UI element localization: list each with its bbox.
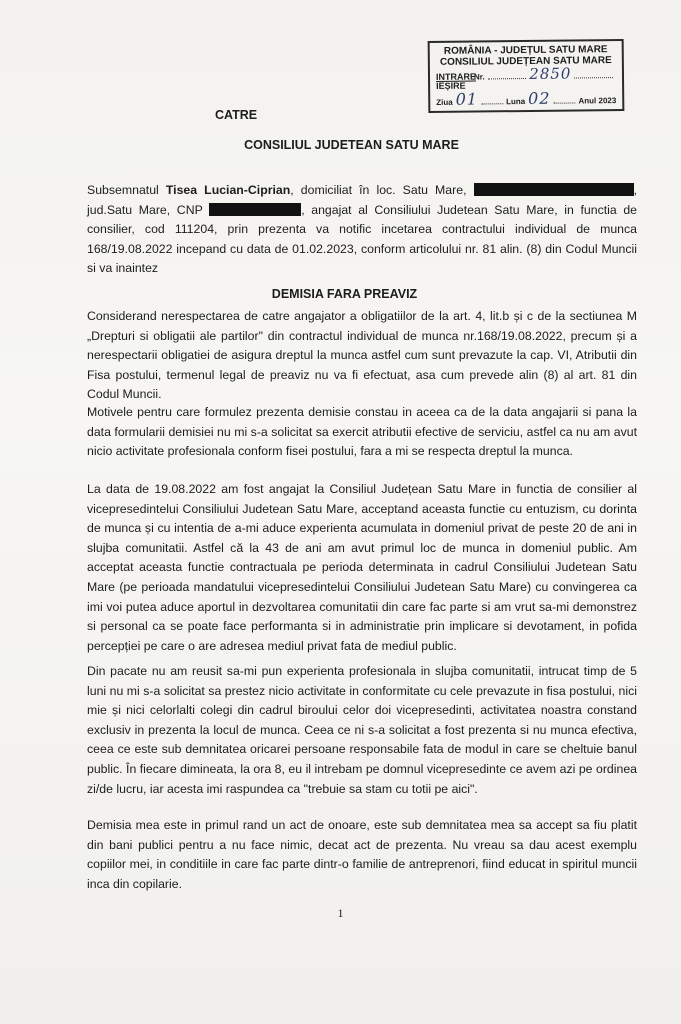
paragraph-3: La data de 19.08.2022 am fost angajat la Consiliul Județean Satu Mare in functia de consilier al vicepresedintelui Consiliului Judetean Satu Mare, acceptand aceasta functie cu entuzism, cu dorinta de munca și cu intentia de a-mi aduce experienta acumulata in domeniul privat de peste 20 de ani in slujba comunitatii. Astfel că la 43 de ani am avut primul loc de munca in domeniul public. Am acceptat aceasta functie contractuala pe perioda determinata in cadrul Consiliului Judetean Satu Mare (pe perioada mandatului vicepresedintelui Consiliului Judetean Satu Mare) cu convingerea ca imi voi putea aduce aportul in dezvoltarea comunitatii din care fac parte si am vrut sa-mi demonstrez si personal ca se poate face performanta si in administratie prin implicare si devotament, in pofida percepției pe care o are adresea mediul privat fata de mediul public. (87, 482, 637, 653)
page-number: 1 (337, 906, 344, 920)
recipient-to: CATRE (215, 108, 258, 122)
intro-text-2: , domiciliat în loc. Satu Mare, (290, 183, 474, 197)
stamp-day-label: Ziua (436, 97, 453, 107)
stamp-line-1: ROMÂNIA - JUDEȚUL SATU MARE (443, 44, 608, 57)
paragraph-4: Din pacate nu am reusit sa-mi pun experienta profesionala in slujba comunitatii, intrucat timp de 5 luni nu mi s-a solicitat sa prestez nicio activitate in conformitate cu cele prevazute in fisa postului, nici mie și nici celorlalti colegi din cadrul biroului celor doi vicepresedinti, activitatea noastra constand exclusiv in prezenta la locul de munca. Ceea ce ni s-a solicitat a fost prezenta si nu munca efectiva, ceea ce este sub demnitatea oricarei persoane responsabile fata de modul in care se cheltuie banul public. În fiecare dimineata, la ora 8, eu il intrebam pe domnul vicepresedinte ce avem azi pe ordinea zi/de lucru, iar acesta imi raspundea ca "trebuie sa stam cu totii pe aici". (87, 664, 637, 796)
registration-stamp (428, 39, 625, 113)
intro-text-3: , jud.Satu Mare, CNP (87, 183, 637, 217)
document-title: DEMISIA FARA PREAVIZ (271, 287, 418, 301)
stamp-year-label: Anul 2023 (578, 96, 617, 106)
intro-text-4: , angajat al Consiliului Judetean Satu Mare, in functia de consilier, cod 111204, prin prezenta va notific incetarea contractului individual de munca 168/19.08.2022 incepand cu data de 01.02.2023, conform articolului nr. 81 alin. (8) din Codul Muncii si va inaintez (87, 202, 638, 276)
cnp-redaction (209, 203, 301, 216)
address-redaction (474, 183, 634, 196)
stamp-line-2: CONSILIUL JUDEȚEAN SATU MARE (439, 55, 612, 68)
stamp-dotted-line (481, 95, 503, 104)
stamp-month-value: 02 (528, 88, 551, 108)
intro-paragraph (87, 181, 637, 279)
paragraph-1: Considerand nerespectarea de catre angajator a obligatiilor de la art. 4, lit.b și c de la sectiunea M „Drepturi si obligatii ale partilor" din contractul individual de munca nr.168/19.08.2022, precum și a nerespectarii obligatiei de asigura dreptul la munca astfel cum sunt prevazute la cap. VI, Atributii din Fisa postului, termenul legal de preaviz nu va fi efectuat, asa cum prevede alin (8) al art. 81 din Codul Muncii. (87, 309, 637, 402)
stamp-number-label: Nr. (473, 72, 485, 82)
stamp-dotted-line (574, 68, 613, 78)
stamp-dotted-line (553, 94, 575, 103)
stamp-exit-label: IEȘIRE (436, 80, 466, 91)
recipient-name: CONSILIUL JUDETEAN SATU MARE (244, 138, 459, 152)
stamp-entry-label: INTRARE (435, 71, 477, 82)
stamp-dotted-line (488, 69, 527, 79)
intro-text-1: Subsemnatul (87, 183, 166, 197)
paragraph-5: Demisia mea este in primul rand un act de onoare, este sub demnitatea mea sa accept sa fiu platit din bani publici pentru a nu face nimic, decat act de prezenta. Nu vreau sa dau acest exemplu copiilor mei, in conditiile in care fac parte dintr-o familie de antreprenori, fiind educat in spiritul muncii inca din copilarie. (87, 818, 637, 891)
stamp-io-labels (435, 71, 477, 91)
stamp-number-row (435, 64, 616, 91)
stamp-month-label: Luna (506, 97, 526, 107)
stamp-number-value: 2850 (529, 64, 572, 83)
stamp-day-value: 01 (455, 89, 479, 109)
applicant-name: Tisea Lucian-Ciprian (165, 183, 291, 197)
paragraph-2: Motivele pentru care formulez prezenta demisie constau in aceea ca de la data angajarii si pana la data formularii demisiei nu mi s-a solicitat sa exercit atributii efective de serviciu, astfel ca nu am avut nicio activitate profesionala conform fisei postului, fara a mi se respecta dreptul la munca. (87, 405, 637, 459)
stamp-date-row (436, 88, 617, 109)
